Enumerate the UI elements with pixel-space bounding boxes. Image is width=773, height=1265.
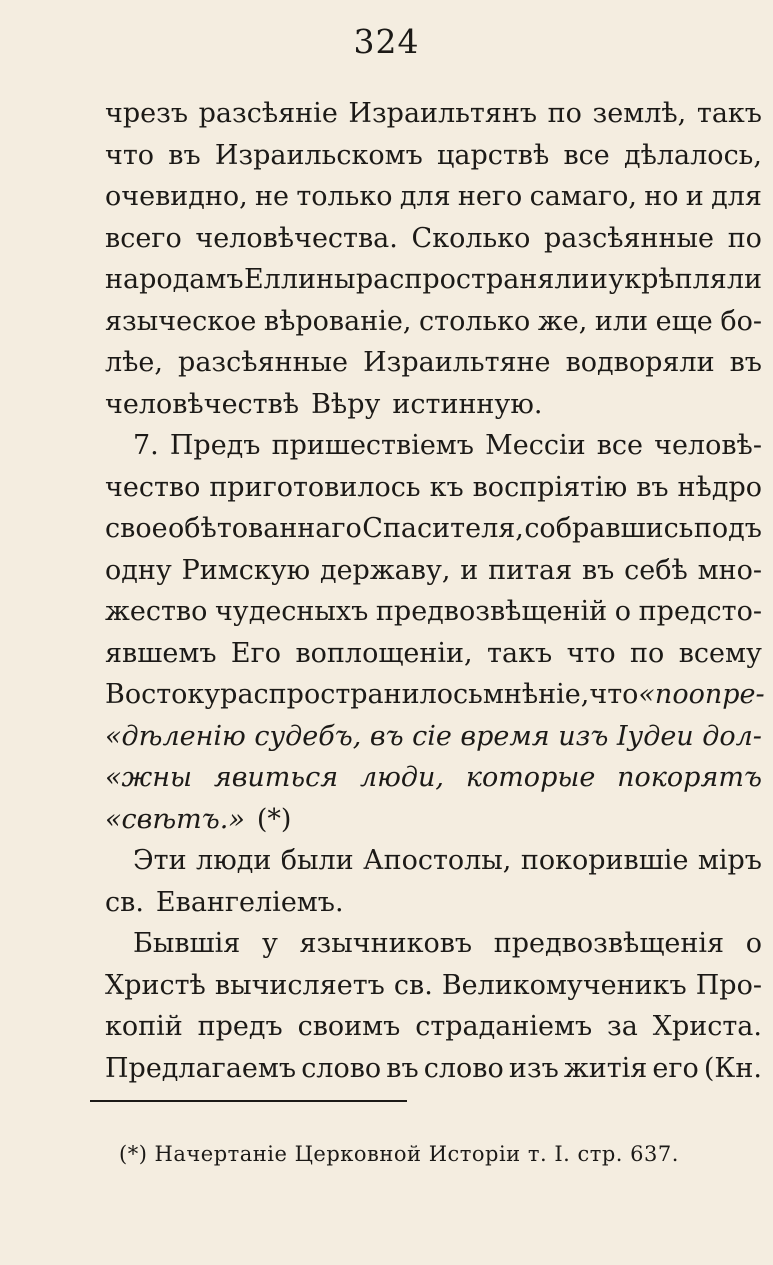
text-line (105, 219, 762, 259)
text-line (105, 758, 762, 798)
text-line (105, 385, 762, 425)
word: же, (537, 305, 588, 337)
word: чудесныхъ (214, 596, 369, 627)
word: разсѣянные (544, 222, 715, 254)
word: распространяли (355, 264, 590, 295)
word: изъ (558, 720, 609, 752)
word: языческое (105, 305, 257, 337)
word: жество (105, 596, 208, 627)
word: явшемъ (105, 637, 217, 669)
text-line (105, 1007, 762, 1047)
word: такъ (487, 637, 553, 669)
word: копій (105, 1011, 183, 1042)
word: нѣдро (677, 471, 762, 503)
word: дѣлалось, (624, 139, 762, 171)
footnote: (*) Начертаніе Церковной Исторіи т. I. стр. 637. (119, 1142, 679, 1166)
word: предсто- (638, 596, 762, 627)
word: покорятъ (617, 762, 762, 793)
word: 7. (133, 430, 159, 461)
word: «по (638, 679, 689, 710)
word: (*) (256, 803, 292, 835)
word: лѣе, (105, 347, 163, 378)
text-line (105, 966, 762, 1006)
text-line (105, 551, 762, 591)
word: Мессіи (485, 430, 586, 461)
word: столько (419, 305, 531, 337)
word: что (566, 637, 616, 669)
word: такъ (696, 98, 762, 129)
word: одну (105, 554, 172, 586)
word: все (596, 430, 643, 461)
text-line (105, 1049, 762, 1089)
word: (Кн. (703, 1052, 762, 1084)
word: «дѣленію (105, 720, 246, 752)
word: еще (655, 305, 713, 337)
word: только (296, 181, 393, 212)
word: къ (429, 471, 464, 503)
word: что (105, 139, 155, 171)
word: приготовилось (209, 471, 421, 503)
word: въ (386, 1052, 419, 1084)
text-line (105, 800, 762, 840)
word: своимъ (297, 1011, 401, 1042)
word: Израильтянъ (348, 98, 538, 129)
word: Еллины (243, 264, 356, 295)
word: все (563, 139, 610, 171)
word: воплощеніи, (295, 637, 473, 669)
word: предвозвѣщеній (375, 596, 608, 627)
word: человѣчествѣ (105, 388, 300, 420)
word: не (255, 181, 290, 212)
word: народамъ (105, 264, 244, 295)
word: державу, (319, 554, 451, 586)
word: подъ (693, 513, 762, 544)
word: «жны (105, 762, 192, 793)
word: изъ (508, 1052, 559, 1084)
word: или (594, 305, 649, 337)
word: всему (678, 637, 762, 669)
word: Великомученикъ (441, 969, 687, 1001)
word: страданіемъ (415, 1011, 593, 1042)
word: распространилось (220, 679, 483, 710)
word: Его (230, 637, 282, 669)
word: слово (423, 1052, 504, 1084)
word: дол- (702, 720, 762, 752)
word: питая (488, 554, 573, 586)
word: и (685, 181, 704, 212)
text-line (105, 634, 762, 674)
word: явиться (213, 762, 339, 793)
text-line (105, 94, 762, 134)
word: Христѣ (105, 969, 206, 1001)
word: водворяли (565, 347, 715, 378)
word: его (652, 1052, 699, 1084)
word: укрѣпляли (608, 264, 762, 295)
text-line (133, 426, 762, 466)
word: у (261, 928, 278, 959)
word: себѣ (624, 554, 688, 586)
word: очевидно, (105, 181, 248, 212)
word: судебъ, (254, 720, 362, 752)
word: вѣрованіе, (263, 305, 412, 337)
text-line (105, 260, 762, 300)
word: о (745, 928, 762, 959)
text-line (105, 343, 762, 383)
text-line (105, 468, 762, 508)
word: покорившіе (520, 845, 689, 876)
text-line (105, 509, 762, 549)
word: сіе (412, 720, 452, 752)
word: обѣтованнаго (168, 513, 362, 544)
word: по (727, 222, 762, 254)
word: въ (729, 347, 762, 378)
word: свое (105, 513, 168, 544)
footnote-rule (90, 1100, 407, 1102)
word: язычниковъ (299, 928, 473, 959)
word: мнѣніе, (482, 679, 590, 710)
word: по (630, 637, 665, 669)
word: слово (301, 1052, 382, 1084)
word: что (589, 679, 639, 710)
word: Іудеи (616, 720, 694, 752)
word: св. (105, 886, 144, 918)
word: царствѣ (436, 139, 550, 171)
text-line (105, 136, 762, 176)
word: Востоку (105, 679, 221, 710)
word: разсѣяніе (198, 98, 338, 129)
word: бо- (720, 305, 762, 337)
word: Христа. (652, 1011, 762, 1042)
word: Израильтяне (363, 347, 551, 378)
word: Про- (695, 969, 762, 1001)
text-line (105, 302, 762, 342)
word: мно- (697, 554, 762, 586)
word: вычисляетъ (214, 969, 385, 1001)
word: за (607, 1011, 638, 1042)
word: человѣ- (654, 430, 762, 461)
text-line (105, 883, 762, 923)
word: и (460, 554, 479, 586)
word: Евангеліемъ. (155, 886, 344, 918)
text-line (105, 675, 765, 715)
text-line (105, 592, 762, 632)
word: человѣчества. (195, 222, 398, 254)
word: міръ (697, 845, 762, 876)
word: пришествіемъ (271, 430, 474, 461)
word: житія (563, 1052, 648, 1084)
word: въ (581, 554, 615, 586)
word: Предъ (169, 430, 261, 461)
word: Бывшія (133, 928, 241, 959)
word: время (460, 720, 550, 752)
word: землѣ, (592, 98, 687, 129)
text-line (133, 924, 762, 964)
word: предвозвѣщенія (493, 928, 725, 959)
text-line (105, 177, 762, 217)
word: самаго, (529, 181, 637, 212)
word: чрезъ (105, 98, 189, 129)
word: но (644, 181, 679, 212)
word: которые (465, 762, 596, 793)
word: Предлагаемъ (105, 1052, 297, 1084)
word: Апостолы, (363, 845, 512, 876)
text-line (105, 717, 762, 757)
word: воспріятію (472, 471, 628, 503)
word: св. (393, 969, 433, 1001)
word: «свѣтъ.» (105, 803, 245, 835)
text-line (133, 841, 762, 881)
page-number: 324 (353, 22, 420, 61)
word: Вѣру (311, 388, 381, 420)
word: собравшись (524, 513, 694, 544)
word: были (280, 845, 354, 876)
word: всего (105, 222, 182, 254)
word: чество (105, 471, 201, 503)
word: о (614, 596, 632, 627)
word: въ (636, 471, 669, 503)
word: опре- (688, 679, 765, 710)
word: для (399, 181, 451, 212)
word: истинную. (392, 388, 543, 420)
word: Сколько (411, 222, 531, 254)
word: въ (168, 139, 201, 171)
word: предъ (197, 1011, 283, 1042)
word: для (711, 181, 762, 212)
word: Эти (133, 845, 187, 876)
word: въ (369, 720, 404, 752)
word: Израильскомъ (214, 139, 423, 171)
word: по (547, 98, 582, 129)
word: разсѣянные (178, 347, 349, 378)
word: люди (196, 845, 272, 876)
word: него (457, 181, 523, 212)
word: люди, (359, 762, 444, 793)
word: Спасителя, (362, 513, 524, 544)
word: Римскую (181, 554, 311, 586)
word: и (589, 264, 608, 295)
